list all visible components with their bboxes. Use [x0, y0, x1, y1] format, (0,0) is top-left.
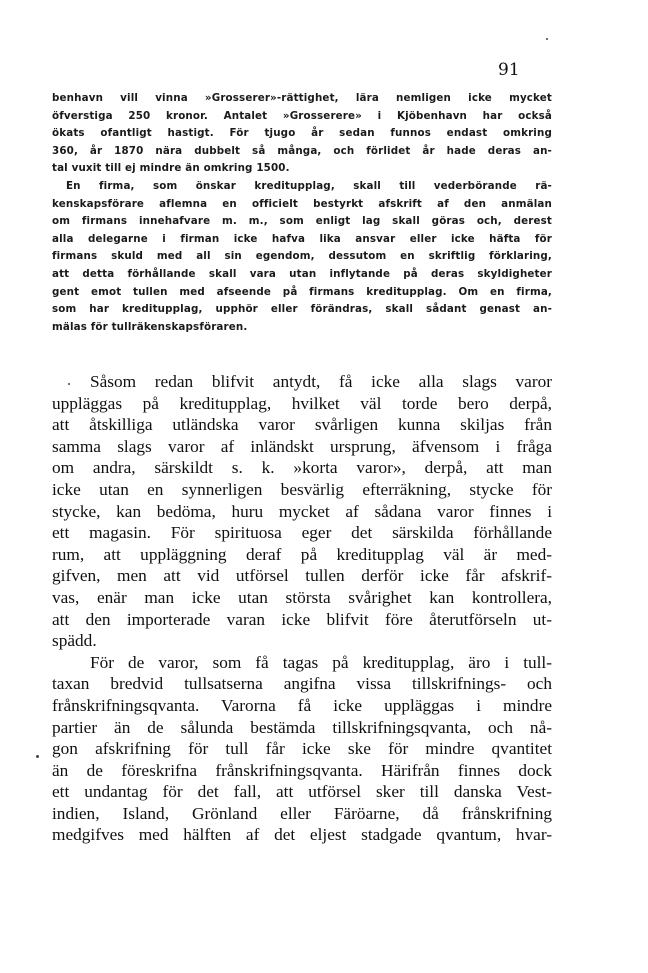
body-line: indien, Island, Grönland eller Färöarne, då frånskrifning — [52, 803, 552, 823]
page-number: 91 — [498, 60, 520, 80]
body-line: samma slags varor af inländskt ursprung, äfvensom i fråga — [52, 436, 552, 456]
body-line: För de varor, som få tagas på kreditupplag, äro i tull- — [90, 652, 552, 672]
small-print-line: 360, år 1870 nära dubbelt så många, och förlidet år hade deras an- — [52, 144, 552, 157]
small-print-line: alla delegarne i firman icke hafva lika ansvar eller icke häfta för — [52, 232, 552, 245]
body-line: icke utan en synnerligen besvärlig efterräkning, stycke för — [52, 479, 552, 499]
small-print-line: kenskapsförare aflemna en officielt bestyrkt afskrift af den anmälan — [52, 197, 552, 210]
small-print-line: tal vuxit till ej mindre än omkring 1500. — [52, 162, 290, 175]
small-print-line: En firma, som önskar kreditupplag, skall till vederbörande rä- — [66, 179, 552, 192]
small-print-line: mälas för tullräkenskapsföraren. — [52, 320, 248, 333]
body-line: gon afskrifning för tull får icke ske för mindre qvantitet — [52, 739, 552, 759]
body-line: medgifves med hälften af det eljest stadgade qvantum, hvar- — [52, 825, 552, 845]
body-line: spädd. — [52, 631, 97, 651]
body-line: vas, enär man icke utan största svårighet kan kontrollera, — [52, 587, 552, 607]
small-print-line: ökats ofantligt hastigt. För tjugo år sedan funnos endast omkring — [52, 127, 552, 140]
small-print-line: firmans skuld med all sin egendom, dessutom en skriftlig förklaring, — [52, 250, 552, 263]
body-line: uppläggas på kreditupplag, hvilket väl torde bero derpå, — [52, 393, 552, 413]
scan-speck — [68, 383, 70, 385]
small-print-line: som har kreditupplag, upphör eller förändras, skall sådant genast an- — [52, 303, 552, 316]
body-line: frånskrifningsqvanta. Varorna få icke uppläggas i mindre — [52, 695, 552, 715]
body-line: ett magasin. För spirituosa eger det särskilda förhållande — [52, 523, 552, 543]
body-line: rum, att uppläggning deraf på kreditupplag väl är med- — [52, 544, 552, 564]
small-print-line: gent emot tullen med afseende på firmans kreditupplag. Om en firma, — [52, 285, 552, 298]
small-print-section — [52, 90, 552, 336]
body-line: gifven, men att vid utförsel tullen derför icke får afskrif- — [52, 566, 552, 586]
body-line: att den importerade varan icke blifvit före återutförseln ut- — [52, 609, 552, 629]
body-line: Såsom redan blifvit antydt, få icke alla slags varor — [90, 372, 552, 391]
small-print-line: att detta förhållande skall vara utan inflytande på deras skyldigheter — [52, 267, 552, 280]
body-line: stycke, kan bedöma, huru mycket af sådana varor finnes i — [52, 501, 552, 521]
small-print-line: benhavn vill vinna »Grosserer»-rättighet, lära nemligen icke mycket — [52, 92, 552, 104]
body-line: taxan bredvid tullsatserna angifna vissa tillskrifnings- och — [52, 674, 552, 694]
scan-speck — [546, 38, 548, 40]
body-line: om andra, särskildt s. k. »korta varor», derpå, att man — [52, 458, 552, 478]
small-print-line: om firmans innehafvare m. m., som enligt lag skall göras och, derest — [52, 215, 552, 228]
scan-speck — [36, 755, 39, 758]
body-line: att åtskilliga utländska varor svårligen kunna skiljas från — [52, 415, 552, 435]
small-print-line: öfverstiga 250 kronor. Antalet »Grosserere» i Kjöbenhavn har också — [52, 109, 552, 122]
body-text-section — [52, 371, 552, 846]
body-line: ett undantag för det fall, att utförsel sker till danska Vest- — [52, 782, 552, 802]
body-line: partier än de sålunda bestämda tillskrifningsqvanta, och nå- — [52, 717, 552, 737]
body-line: än de föreskrifna frånskrifningsqvanta. Härifrån finnes dock — [52, 760, 552, 780]
